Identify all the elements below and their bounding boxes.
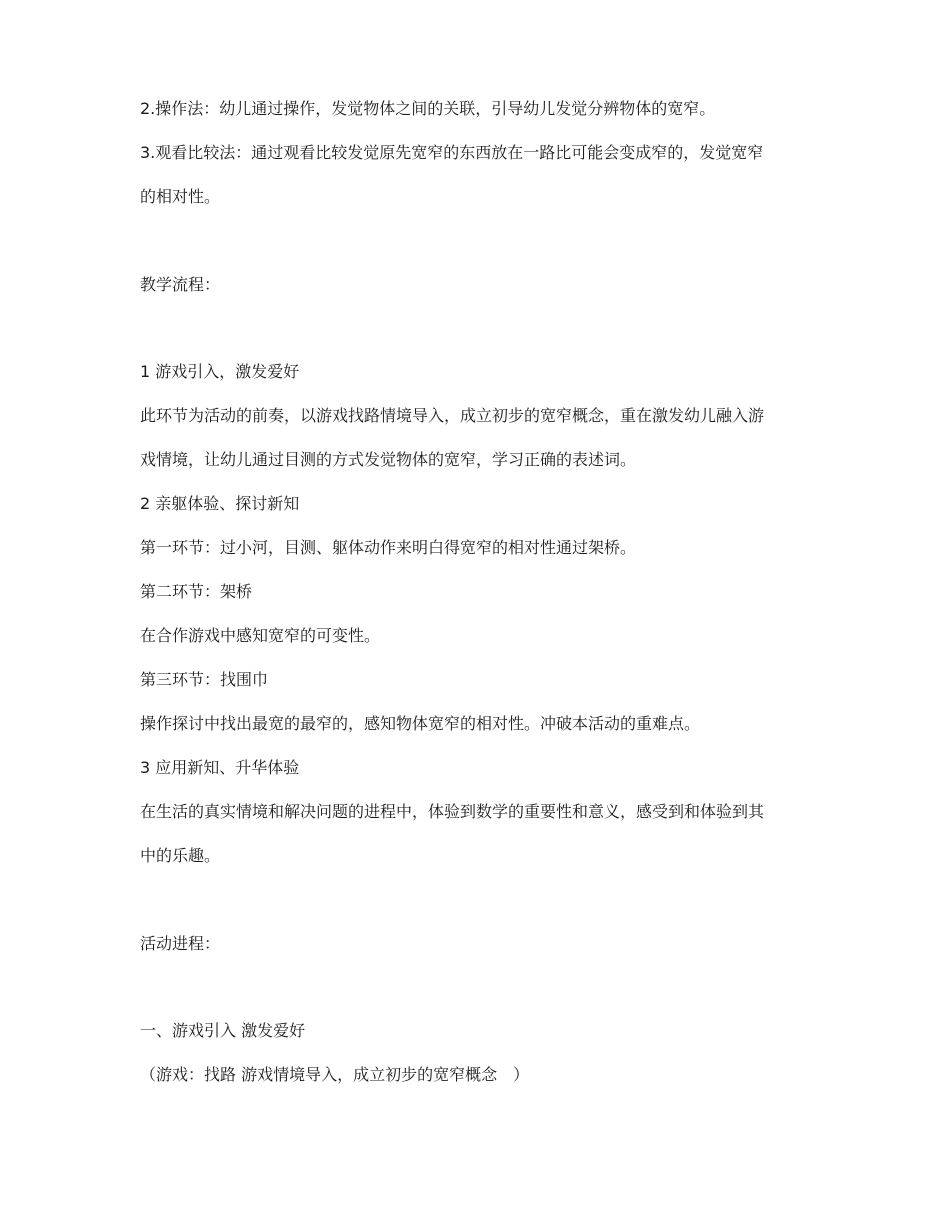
method-item-3-line-1: 3.观看比较法：通过观看比较发觉原先宽窄的东西放在一路比可能会变成窄的，发觉宽窄: [140, 143, 764, 162]
method-item-3-line-2: 的相对性。: [140, 187, 221, 206]
step-3-desc-line-1: 在生活的真实情境和解决问题的进程中，体验到数学的重要性和意义，感受到和体验到其: [140, 802, 765, 821]
stage-2-title: 第二环节：架桥: [140, 582, 253, 601]
step-3-desc-line-2: 中的乐趣。: [140, 846, 221, 865]
step-1-desc-line-2: 戏情境，让幼儿通过目测的方式发觉物体的宽窄，学习正确的表述词。: [140, 450, 637, 469]
stage-1-text: 第一环节：过小河，目测、躯体动作来明白得宽窄的相对性通过架桥。: [140, 538, 637, 557]
method-item-2: 2.操作法：幼儿通过操作，发觉物体之间的关联，引导幼儿发觉分辨物体的宽窄。: [140, 99, 716, 118]
step-1-title: 1 游戏引入，激发爱好: [140, 362, 300, 381]
teaching-process-heading: 教学流程：: [140, 275, 221, 294]
step-3-title: 3 应用新知、升华体验: [140, 758, 300, 777]
stage-3-title: 第三环节：找围巾: [140, 670, 269, 689]
step-2-title: 2 亲躯体验、探讨新知: [140, 494, 300, 513]
part-1-note: （游戏：找路 游戏情境导入，成立初步的宽窄概念 ）: [140, 1065, 530, 1084]
stage-2-desc: 在合作游戏中感知宽窄的可变性。: [140, 626, 381, 645]
stage-3-desc: 操作探讨中找出最宽的最窄的，感知物体宽窄的相对性。冲破本活动的重难点。: [140, 714, 701, 733]
activity-process-heading: 活动进程：: [140, 934, 221, 953]
step-1-desc-line-1: 此环节为活动的前奏，以游戏找路情境导入，成立初步的宽窄概念，重在激发幼儿融入游: [140, 406, 765, 425]
part-1-title: 一、游戏引入 激发爱好: [140, 1021, 306, 1040]
